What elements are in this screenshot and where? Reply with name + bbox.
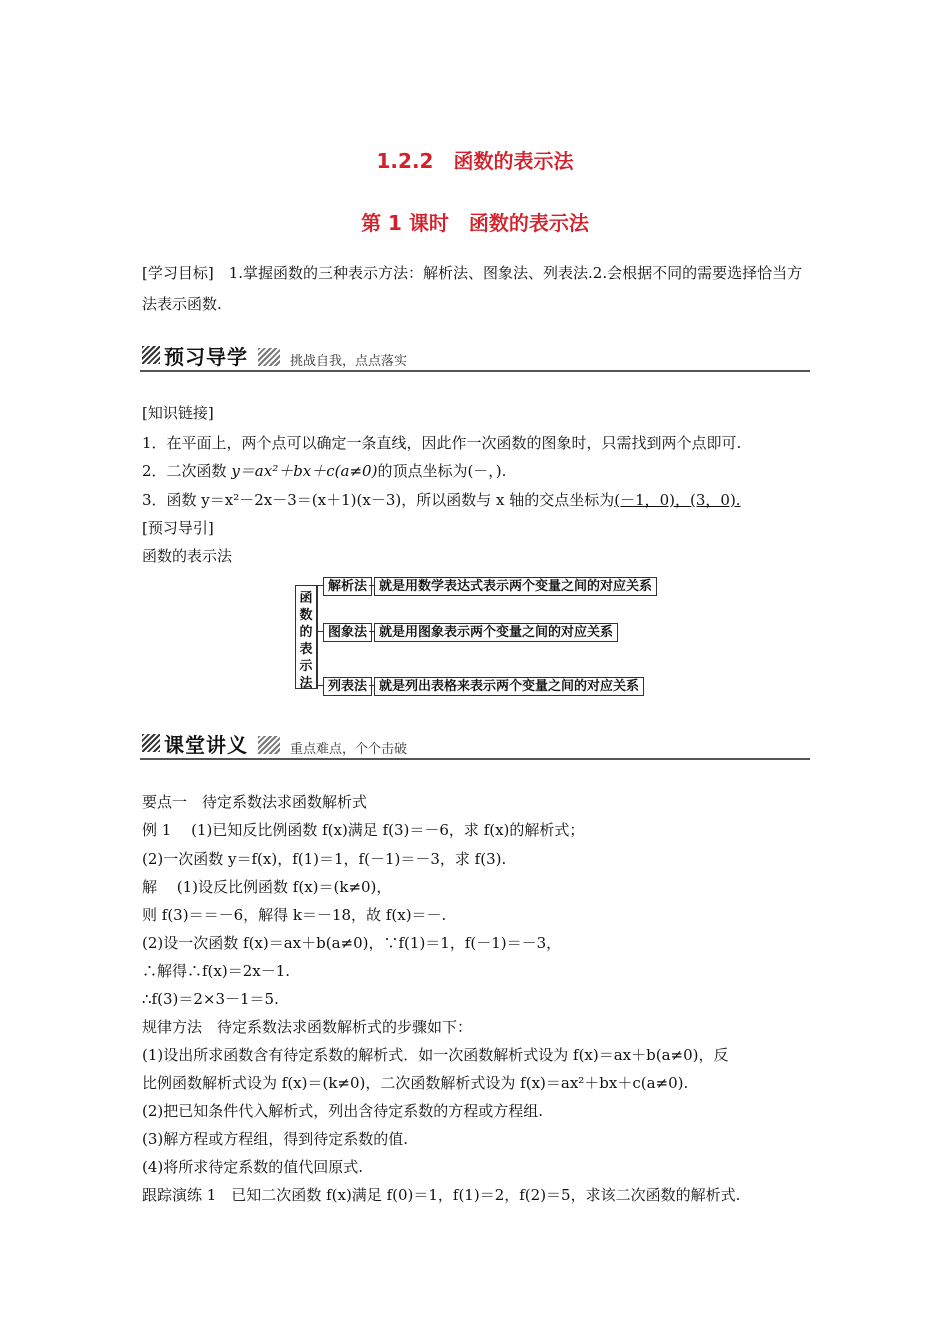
method-desc: 就是用数学表达式表示两个变量之间的对应关系: [374, 577, 657, 596]
knowledge-item-1: 1．在平面上，两个点可以确定一条直线，因此作一次函数的图象时，只需找到两个点即可.: [142, 434, 742, 452]
learning-goal: [学习目标] 1.掌握函数的三种表示方法：解析法、图象法、列表法.2.会根据不同的需要选择恰当方法表示函数.: [142, 264, 803, 313]
banner-subtitle: 挑战自我，点点落实: [290, 354, 408, 369]
divider: [140, 370, 810, 372]
solution-line: (2)设一次函数 f(x)＝ax＋b(a≠0)，∵f(1)＝1，f(－1)＝－3，: [142, 934, 562, 952]
banner-title: 课堂讲义: [164, 733, 248, 757]
method-step: 比例函数解析式设为 f(x)＝(k≠0)，二次函数解析式设为 f(x)＝ax²＋bx＋c(a≠0).: [142, 1074, 689, 1092]
knowledge-link-heading: [知识链接]: [142, 404, 214, 422]
practice-line: 跟踪演练 1 已知二次函数 f(x)满足 f(0)＝1，f(1)＝2，f(2)＝5，求该二次函数的解析式.: [142, 1186, 741, 1204]
preview-text: 函数的表示法: [142, 547, 233, 565]
diagram-root: 函 数 的 表 示 法: [295, 585, 317, 689]
knowledge-item-3: 3．函数 y＝x²－2x－3＝(x＋1)(x－3)，所以函数与 x 轴的交点坐标为(－1，0)，(3，0).: [142, 491, 741, 509]
solution-line: ∴解得∴f(x)＝2x－1.: [142, 962, 291, 980]
example-line: 例 1 (1)已知反比例函数 f(x)满足 f(3)＝－6，求 f(x)的解析式；: [142, 821, 585, 839]
solution-line: 则 f(3)＝＝－6，解得 k＝－18，故 f(x)＝－.: [142, 906, 447, 924]
method-name: 解析法: [323, 577, 372, 596]
preview-heading: [预习导引]: [142, 519, 214, 537]
banner-title: 预习导学: [164, 345, 248, 369]
method-step: (2)把已知条件代入解析式，列出含待定系数的方程或方程组.: [142, 1102, 544, 1120]
diagram-bracket: [317, 585, 318, 689]
method-step: (4)将所求待定系数的值代回原式.: [142, 1158, 364, 1176]
lesson-title: 第 1 课时 函数的表示法: [361, 211, 589, 235]
answer-underline: (－1，0)，(3，0).: [614, 491, 741, 509]
solution-line: ∴f(3)＝2×3－1＝5.: [142, 990, 279, 1008]
banner-preview: [140, 340, 810, 372]
method-desc: 就是用图象表示两个变量之间的对应关系: [374, 623, 618, 642]
section-title: 1.2.2 函数的表示法: [376, 149, 574, 173]
example-line: (2)一次函数 y＝f(x)，f(1)＝1，f(－1)＝－3，求 f(3).: [142, 850, 507, 868]
stripe-icon: [142, 346, 160, 364]
banner-subtitle: 重点难点，个个击破: [290, 742, 408, 757]
method-name: 列表法: [323, 677, 372, 696]
method-step: (3)解方程或方程组，得到待定系数的值.: [142, 1130, 409, 1148]
method-name: 图象法: [323, 623, 372, 642]
stripe-icon: [142, 734, 160, 752]
method-heading: 规律方法 待定系数法求函数解析式的步骤如下：: [142, 1018, 473, 1036]
banner-lecture: [140, 728, 810, 760]
method-step: (1)设出所求函数含有待定系数的解析式．如一次函数解析式设为 f(x)＝ax＋b(a≠0)，反: [142, 1046, 729, 1064]
divider: [140, 758, 810, 760]
solution-line: 解 (1)设反比例函数 f(x)＝(k≠0)，: [142, 878, 392, 896]
stripe-icon: [258, 348, 280, 366]
methods-diagram: [290, 575, 670, 700]
stripe-icon: [258, 736, 280, 754]
method-desc: 就是列出表格来表示两个变量之间的对应关系: [374, 677, 644, 696]
knowledge-item-2: 2．二次函数 y＝ax²＋bx＋c(a≠0)的顶点坐标为(－，).: [142, 462, 507, 480]
key-point-heading: 要点一 待定系数法求函数解析式: [142, 793, 368, 811]
